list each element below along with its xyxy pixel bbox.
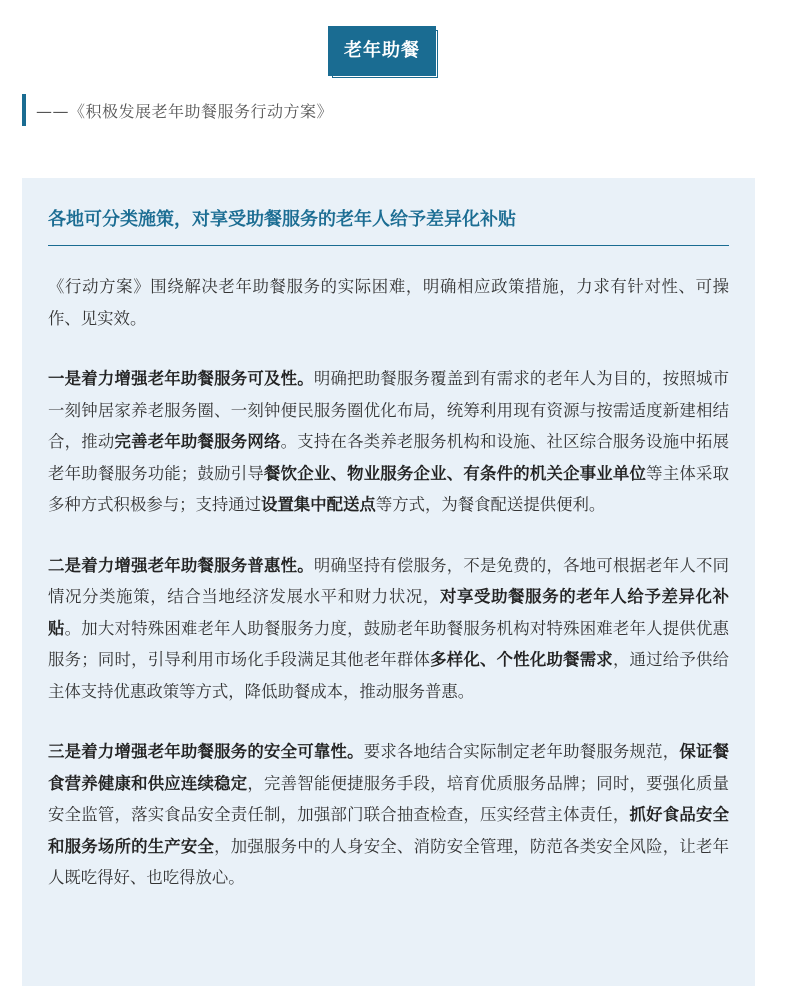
intro-paragraph: 《行动方案》围绕解决老年助餐服务的实际困难，明确相应政策措施，力求有针对性、可操作、见实效。	[48, 277, 729, 328]
body-text: 。加大对特殊困难老年人助餐服务力度，鼓励老年助餐服务机构对特殊困难老年人提供优惠服务；同时，引导利用市场化手段满足其他老年群体	[48, 618, 730, 669]
tag-label: 老年助餐	[328, 26, 436, 76]
body-text: 等主体采取多种方式积极参与；支持通过	[48, 463, 730, 514]
paragraph-accessibility	[48, 363, 729, 521]
body-text: 明确把助餐服务覆盖到有需求的老年人为目的，按照城市一刻钟居家养老服务圈、一刻钟便民服务圈优化布局，统筹利用现有资源与按需适度新建相结合，推动	[48, 369, 729, 451]
section-tag	[328, 26, 438, 78]
content-card	[22, 178, 755, 986]
body-text: 要求各地结合实际制定老年助餐服务规范，	[363, 742, 680, 761]
card-title: 各地可分类施策，对享受助餐服务的老年人给予差异化补贴	[48, 207, 729, 246]
source-accent-bar	[22, 94, 26, 126]
bold-text: 餐饮企业、物业服务企业、有条件的机关企事业单位	[264, 463, 647, 483]
source-text: ——《积极发展老年助餐服务行动方案》	[36, 101, 334, 121]
bold-text: 完善老年助餐服务网络	[114, 432, 281, 451]
source-line	[22, 94, 333, 126]
body-text: 。支持在各类养老服务机构和设施、社区综合服务设施中拓展老年助餐服务功能；鼓励引导	[48, 432, 730, 483]
body-text: ，通过给予供给主体支持优惠政策等方式，降低助餐成本，推动服务普惠。	[48, 650, 730, 701]
paragraph-safety	[48, 736, 729, 894]
bold-text: 对享受助餐服务的老年人给予差异化补贴	[48, 587, 730, 638]
body-text: ，完善智能便捷服务手段，培育优质服务品牌；同时，要强化质量安全监管，落实食品安全责任制，加强部门联合抽查检查，压实经营主体责任，	[48, 773, 730, 824]
bold-text: 三是着力增强老年助餐服务的安全可靠性。	[48, 742, 364, 761]
bold-text: 多样化、个性化助餐需求	[430, 650, 613, 669]
bold-text: 二是着力增强老年助餐服务普惠性。	[48, 555, 314, 575]
bold-text: 抓好食品安全和服务场所的生产安全	[48, 805, 729, 856]
body-text: 明确坚持有偿服务，不是免费的，各地可根据老年人不同情况分类施策，结合当地经济发展水平和财力状况，	[48, 555, 729, 606]
body-text: 等方式，为餐食配送提供便利。	[375, 495, 606, 514]
body-text: ，加强服务中的人身安全、消防安全管理，防范各类安全风险，让老年人既吃得好、也吃得放心。	[48, 836, 730, 887]
bold-text: 保证餐食营养健康和供应连续稳定	[48, 742, 730, 793]
bold-text: 设置集中配送点	[261, 495, 376, 514]
paragraph-inclusiveness	[48, 550, 729, 708]
bold-text: 一是着力增强老年助餐服务可及性。	[48, 369, 314, 388]
